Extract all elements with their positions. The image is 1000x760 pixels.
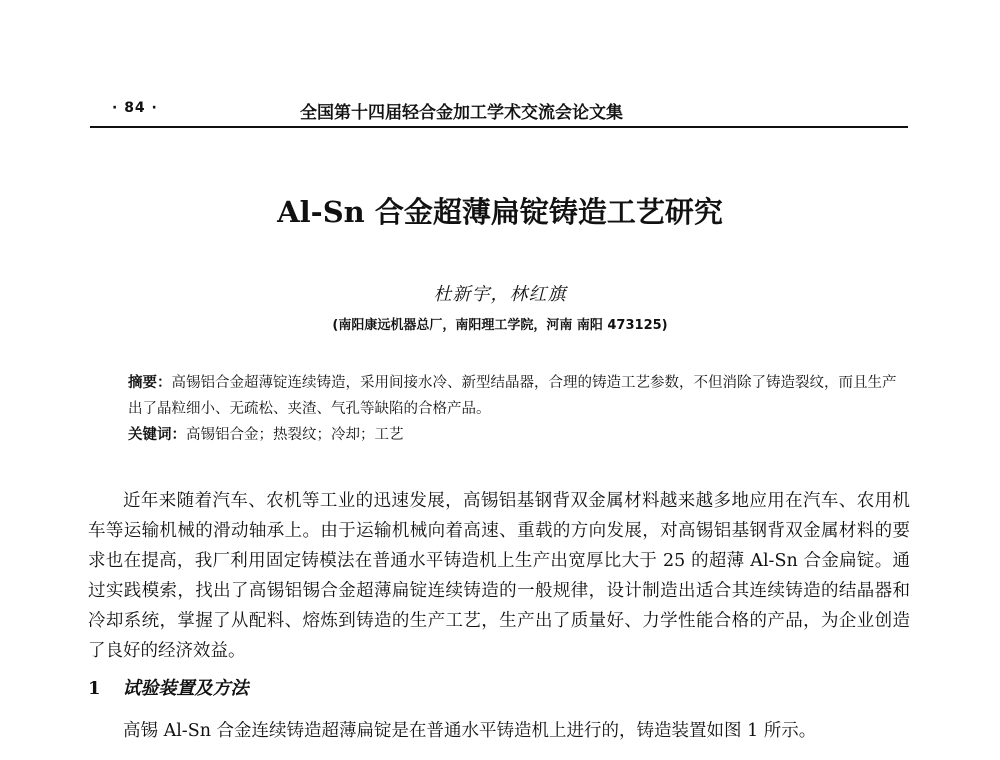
abstract-text: 高锡铝合金超薄锭连续铸造，采用间接水冷、新型结晶器，合理的铸造工艺参数，不但消除了铸造裂纹，而且生产出了晶粒细小、无疏松、夹渣、气孔等缺陷的合格产品。 bbox=[128, 375, 897, 417]
page-number: · 84 · bbox=[112, 100, 158, 116]
keywords-text: 高锡铝合金；热裂纹；冷却；工艺 bbox=[186, 427, 404, 443]
journal-title: 全国第十四届轻合金加工学术交流会论文集 bbox=[300, 103, 623, 123]
section-number: 1 bbox=[88, 678, 101, 699]
keywords bbox=[128, 422, 898, 448]
keywords-label: 关键词： bbox=[128, 426, 186, 443]
abstract-block bbox=[128, 370, 898, 448]
section-heading bbox=[88, 674, 249, 700]
abstract-label: 摘要： bbox=[128, 374, 172, 391]
section-paragraph: 高锡 Al-Sn 合金连续铸造超薄扁锭是在普通水平铸造机上进行的，铸造装置如图 1 所示。 bbox=[123, 721, 817, 741]
intro-paragraph: 近年来随着汽车、农机等工业的迅速发展，高锡铝基钢背双金属材料越来越多地应用在汽车、农用机车等运输机械的滑动轴承上。由于运输机械向着高速、重载的方向发展，对高锡铝基钢背双金属材料的要求也在提高，我厂利用固定铸模法在普通水平铸造机上生产出宽厚比大于 25 的超薄 Al-Sn 合金扁锭。通过实践模索，找出了高锡铝锡合金超薄扁锭连续铸造的一般规律，设计制造出适合其连续铸造的结晶器和冷却系统，掌握了从配料、熔炼到铸造的生产工艺，生产出了质量好、力学性能合格的产品，为企业创造了良好的经济效益。 bbox=[88, 491, 910, 661]
affiliation: (南阳康远机器总厂，南阳理工学院，河南 南阳 473125) bbox=[332, 318, 668, 333]
header-rule bbox=[90, 126, 908, 128]
section-title: 试验装置及方法 bbox=[122, 678, 249, 699]
article-title: Al-Sn 合金超薄扁锭铸造工艺研究 bbox=[277, 195, 723, 229]
authors: 杜新宇，林红旗 bbox=[433, 284, 567, 305]
abstract bbox=[128, 370, 898, 422]
